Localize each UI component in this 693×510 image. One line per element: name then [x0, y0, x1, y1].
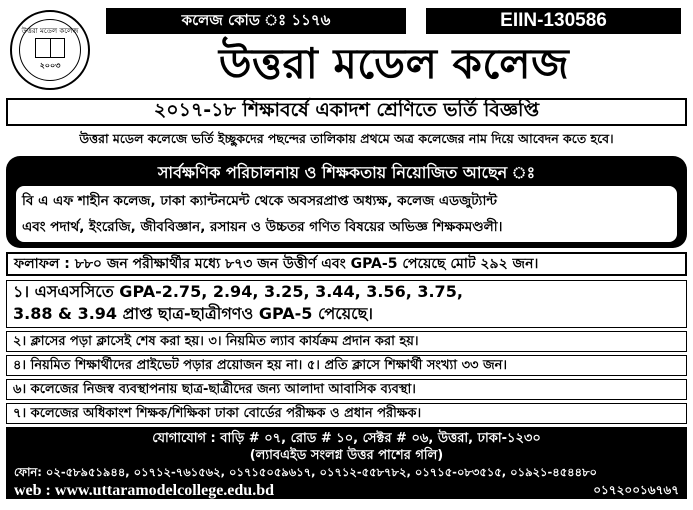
faculty-line-1: বি এ এফ শাহীন কলেজ, ঢাকা ক্যান্টনমেন্ট থেকে অবসরপ্রাপ্ত অধ্যক্ষ, কলেজ এডজুট্যান্ট — [22, 193, 497, 209]
faculty-heading: সার্বক্ষণিক পরিচালনায় ও শিক্ষকতায় নিয়োজিত আছেন ঃ — [157, 163, 536, 182]
logo-seal — [19, 19, 81, 81]
logo-year: ২০০৩ — [39, 61, 61, 70]
contact-mobile: ০১৭২০০১৬৭৬৭ — [593, 483, 679, 497]
faculty-details — [16, 186, 677, 242]
contact-address: যোগাযোগ : বাড়ি # ০৭, রোড # ১০, সেক্টর # ০৬, উত্তরা, ঢাকা-১২৩০ — [152, 431, 541, 446]
feature-points — [6, 280, 687, 424]
faculty-line-2: এবং পদার্থ, ইংরেজি, জীববিজ্ঞান, রসায়ন ও উচ্চতর গণিত বিষয়ের অভিজ্ঞ শিক্ষকমণ্ডলী। — [22, 219, 503, 235]
website-link[interactable]: web : www.uttaramodelcollege.edu.bd — [14, 482, 274, 499]
college-title: উত্তরা মডেল কলেজ — [218, 39, 570, 88]
point-1-line-1: ১। এসএসসিতে GPA-2.75, 2.94, 3.25, 3.44, 3.56, 3.75, — [13, 282, 463, 301]
point-4-5: ৪। নিয়মিত শিক্ষার্থীদের প্রাইভেট পড়ার প্রয়োজন হয় না। ৫। প্রতি ক্লাসে শিক্ষার্থী সংখ্যা ৩৩ জন। — [6, 355, 687, 376]
exam-result: ফলাফল : ৮৮০ জন পরীক্ষার্থীর মধ্যে ৮৭৩ জন উত্তীর্ণ এবং GPA-5 পেয়েছে মোট ২৯২ জন। — [6, 252, 687, 276]
eiin-number: EIIN-130586 — [426, 8, 681, 34]
contact-box — [6, 427, 687, 499]
college-logo — [10, 10, 90, 90]
header — [6, 6, 687, 94]
faculty-feature-box — [6, 156, 687, 248]
book-icon — [35, 38, 65, 58]
contact-web-row — [14, 481, 679, 500]
point-7: ৭। কলেজের অধিকাংশ শিক্ষক/শিক্ষিকা ঢাকা বোর্ডের পরীক্ষক ও প্রধান পরীক্ষক। — [6, 403, 687, 424]
point-6: ৬। কলেজের নিজস্ব ব্যবস্থাপনায় ছাত্র-ছাত্রীদের জন্য আলাদা আবাসিক ব্যবস্থা। — [6, 379, 687, 400]
logo-text: উত্তরা মডেল কলেজ — [21, 27, 79, 35]
college-code: কলেজ কোড ঃ ১১৭৬ — [106, 8, 406, 34]
application-instruction: উত্তরা মডেল কলেজে ভর্তি ইচ্ছুকদের পছন্দের তালিকায় প্রথমে অত্র কলেজের নাম দিয়ে আবেদন কতে হবে। — [79, 131, 614, 146]
point-1 — [6, 280, 687, 328]
point-1-line-2: 3.88 & 3.94 প্রাপ্ত ছাত্র-ছাত্রীগণও GPA-5 পেয়েছে। — [13, 304, 373, 323]
admission-banner: ২০১৭-১৮ শিক্ষাবর্ষে একাদশ শ্রেণিতে ভর্তি বিজ্ঞপ্তি — [6, 98, 687, 126]
contact-phones: ফোন: ০২-৫৮৯৫১৯৪৪, ০১৭১২-৭৬১৫৬২, ০১৭১৫০৫৯৬১৭, ০১৭১২-৫৫৮৭৮২, ০১৭১৫-০৮৩৫১৫, ০১৯২১-৪৫৪৪৮০ — [14, 465, 598, 479]
contact-landmark: (ল্যাবএইড সংলগ্ন উত্তর পাশের গলি) — [249, 448, 444, 463]
point-2-3: ২। ক্লাসের পড়া ক্লাসেই শেষ করা হয়। ৩। নিয়মিত ল্যাব কার্যক্রম প্রদান করা হয়। — [6, 331, 687, 352]
